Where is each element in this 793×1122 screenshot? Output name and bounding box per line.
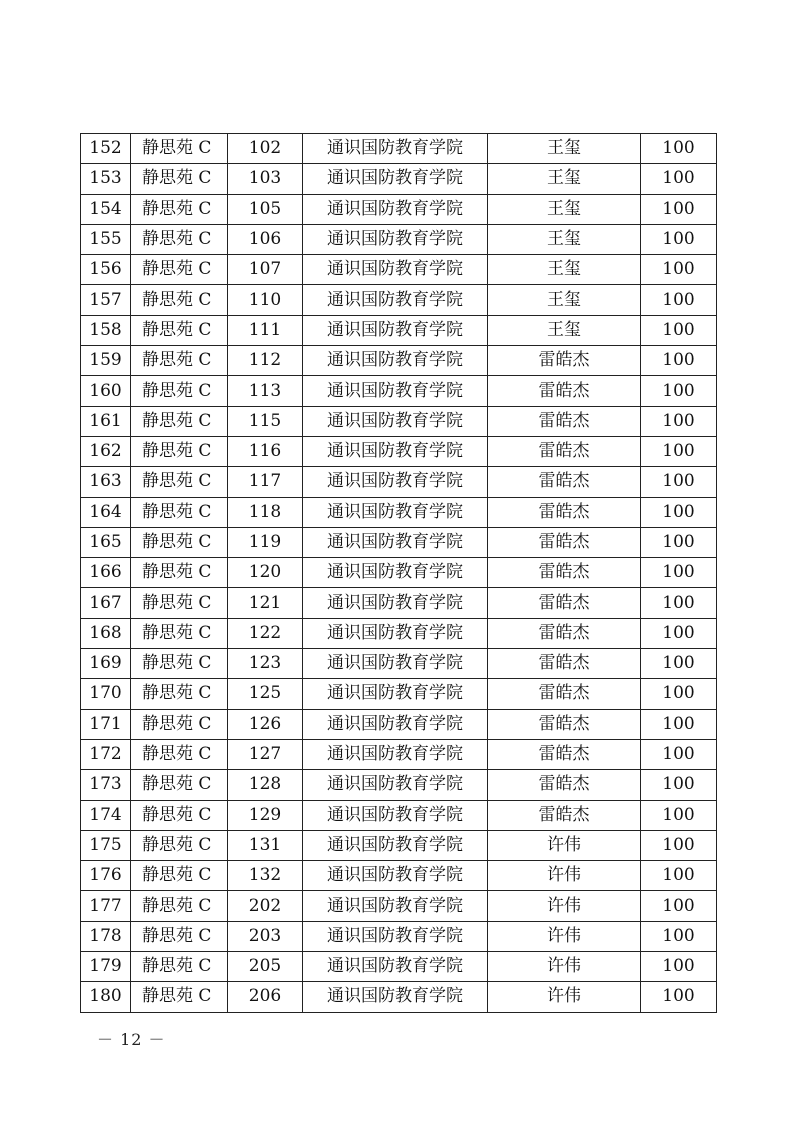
inspector-name-cell: 许伟 bbox=[488, 861, 641, 891]
table-row bbox=[81, 436, 717, 466]
serial-number-cell: 165 bbox=[81, 527, 131, 557]
table-row bbox=[81, 255, 717, 285]
serial-number-cell: 180 bbox=[81, 982, 131, 1012]
inspector-name-cell: 许伟 bbox=[488, 952, 641, 982]
building-cell: 静思苑 C bbox=[131, 527, 228, 557]
college-cell: 通识国防教育学院 bbox=[303, 315, 488, 345]
college-cell: 通识国防教育学院 bbox=[303, 376, 488, 406]
serial-number-cell: 167 bbox=[81, 588, 131, 618]
inspector-name-cell: 王玺 bbox=[488, 134, 641, 164]
college-cell: 通识国防教育学院 bbox=[303, 921, 488, 951]
college-cell: 通识国防教育学院 bbox=[303, 861, 488, 891]
building-cell: 静思苑 C bbox=[131, 830, 228, 860]
building-cell: 静思苑 C bbox=[131, 618, 228, 648]
inspector-name-cell: 王玺 bbox=[488, 224, 641, 254]
building-cell: 静思苑 C bbox=[131, 709, 228, 739]
score-cell: 100 bbox=[641, 830, 717, 860]
building-cell: 静思苑 C bbox=[131, 315, 228, 345]
room-number-cell: 123 bbox=[228, 649, 303, 679]
score-cell: 100 bbox=[641, 164, 717, 194]
inspector-name-cell: 许伟 bbox=[488, 891, 641, 921]
table-row bbox=[81, 618, 717, 648]
inspector-name-cell: 许伟 bbox=[488, 830, 641, 860]
building-cell: 静思苑 C bbox=[131, 376, 228, 406]
inspector-name-cell: 王玺 bbox=[488, 164, 641, 194]
score-cell: 100 bbox=[641, 739, 717, 769]
room-number-cell: 129 bbox=[228, 800, 303, 830]
table-row bbox=[81, 770, 717, 800]
building-cell: 静思苑 C bbox=[131, 285, 228, 315]
serial-number-cell: 164 bbox=[81, 497, 131, 527]
score-cell: 100 bbox=[641, 679, 717, 709]
table-row bbox=[81, 800, 717, 830]
serial-number-cell: 176 bbox=[81, 861, 131, 891]
room-number-cell: 110 bbox=[228, 285, 303, 315]
serial-number-cell: 157 bbox=[81, 285, 131, 315]
college-cell: 通识国防教育学院 bbox=[303, 830, 488, 860]
serial-number-cell: 170 bbox=[81, 679, 131, 709]
serial-number-cell: 177 bbox=[81, 891, 131, 921]
building-cell: 静思苑 C bbox=[131, 164, 228, 194]
inspector-name-cell: 雷皓杰 bbox=[488, 709, 641, 739]
serial-number-cell: 171 bbox=[81, 709, 131, 739]
score-cell: 100 bbox=[641, 588, 717, 618]
building-cell: 静思苑 C bbox=[131, 255, 228, 285]
building-cell: 静思苑 C bbox=[131, 952, 228, 982]
serial-number-cell: 161 bbox=[81, 406, 131, 436]
score-cell: 100 bbox=[641, 527, 717, 557]
college-cell: 通识国防教育学院 bbox=[303, 467, 488, 497]
score-cell: 100 bbox=[641, 497, 717, 527]
room-number-cell: 126 bbox=[228, 709, 303, 739]
inspector-name-cell: 雷皓杰 bbox=[488, 346, 641, 376]
college-cell: 通识国防教育学院 bbox=[303, 285, 488, 315]
room-number-cell: 127 bbox=[228, 739, 303, 769]
room-number-cell: 121 bbox=[228, 588, 303, 618]
score-cell: 100 bbox=[641, 982, 717, 1012]
inspector-name-cell: 雷皓杰 bbox=[488, 679, 641, 709]
score-cell: 100 bbox=[641, 618, 717, 648]
college-cell: 通识国防教育学院 bbox=[303, 891, 488, 921]
score-cell: 100 bbox=[641, 436, 717, 466]
building-cell: 静思苑 C bbox=[131, 406, 228, 436]
table-row bbox=[81, 224, 717, 254]
table-row bbox=[81, 830, 717, 860]
score-cell: 100 bbox=[641, 134, 717, 164]
college-cell: 通识国防教育学院 bbox=[303, 558, 488, 588]
inspector-name-cell: 雷皓杰 bbox=[488, 558, 641, 588]
table-row bbox=[81, 739, 717, 769]
college-cell: 通识国防教育学院 bbox=[303, 770, 488, 800]
room-number-cell: 131 bbox=[228, 830, 303, 860]
serial-number-cell: 169 bbox=[81, 649, 131, 679]
room-number-cell: 106 bbox=[228, 224, 303, 254]
table-row bbox=[81, 194, 717, 224]
room-number-cell: 102 bbox=[228, 134, 303, 164]
score-cell: 100 bbox=[641, 709, 717, 739]
score-cell: 100 bbox=[641, 346, 717, 376]
room-number-cell: 122 bbox=[228, 618, 303, 648]
serial-number-cell: 163 bbox=[81, 467, 131, 497]
inspector-name-cell: 王玺 bbox=[488, 315, 641, 345]
table-row bbox=[81, 709, 717, 739]
page-number: － 12 － bbox=[97, 1030, 166, 1049]
inspector-name-cell: 雷皓杰 bbox=[488, 618, 641, 648]
serial-number-cell: 152 bbox=[81, 134, 131, 164]
building-cell: 静思苑 C bbox=[131, 497, 228, 527]
college-cell: 通识国防教育学院 bbox=[303, 588, 488, 618]
room-number-cell: 206 bbox=[228, 982, 303, 1012]
score-cell: 100 bbox=[641, 467, 717, 497]
inspector-name-cell: 雷皓杰 bbox=[488, 527, 641, 557]
serial-number-cell: 174 bbox=[81, 800, 131, 830]
building-cell: 静思苑 C bbox=[131, 861, 228, 891]
inspector-name-cell: 王玺 bbox=[488, 194, 641, 224]
college-cell: 通识国防教育学院 bbox=[303, 952, 488, 982]
building-cell: 静思苑 C bbox=[131, 739, 228, 769]
room-number-cell: 205 bbox=[228, 952, 303, 982]
room-number-cell: 203 bbox=[228, 921, 303, 951]
college-cell: 通识国防教育学院 bbox=[303, 406, 488, 436]
table-row bbox=[81, 952, 717, 982]
inspector-name-cell: 雷皓杰 bbox=[488, 436, 641, 466]
serial-number-cell: 178 bbox=[81, 921, 131, 951]
serial-number-cell: 168 bbox=[81, 618, 131, 648]
serial-number-cell: 166 bbox=[81, 558, 131, 588]
building-cell: 静思苑 C bbox=[131, 588, 228, 618]
building-cell: 静思苑 C bbox=[131, 921, 228, 951]
room-number-cell: 132 bbox=[228, 861, 303, 891]
inspector-name-cell: 雷皓杰 bbox=[488, 588, 641, 618]
inspector-name-cell: 许伟 bbox=[488, 982, 641, 1012]
inspector-name-cell: 雷皓杰 bbox=[488, 376, 641, 406]
building-cell: 静思苑 C bbox=[131, 224, 228, 254]
inspector-name-cell: 王玺 bbox=[488, 285, 641, 315]
inspector-name-cell: 雷皓杰 bbox=[488, 467, 641, 497]
room-number-cell: 113 bbox=[228, 376, 303, 406]
serial-number-cell: 172 bbox=[81, 739, 131, 769]
dormitory-score-table-container bbox=[80, 133, 716, 1013]
college-cell: 通识国防教育学院 bbox=[303, 194, 488, 224]
building-cell: 静思苑 C bbox=[131, 436, 228, 466]
room-number-cell: 116 bbox=[228, 436, 303, 466]
table-row bbox=[81, 467, 717, 497]
score-cell: 100 bbox=[641, 315, 717, 345]
building-cell: 静思苑 C bbox=[131, 194, 228, 224]
inspector-name-cell: 雷皓杰 bbox=[488, 497, 641, 527]
room-number-cell: 112 bbox=[228, 346, 303, 376]
serial-number-cell: 160 bbox=[81, 376, 131, 406]
inspector-name-cell: 雷皓杰 bbox=[488, 739, 641, 769]
table-row bbox=[81, 527, 717, 557]
dormitory-score-table bbox=[80, 133, 717, 1013]
room-number-cell: 202 bbox=[228, 891, 303, 921]
table-row bbox=[81, 982, 717, 1012]
college-cell: 通识国防教育学院 bbox=[303, 436, 488, 466]
building-cell: 静思苑 C bbox=[131, 467, 228, 497]
college-cell: 通识国防教育学院 bbox=[303, 739, 488, 769]
score-cell: 100 bbox=[641, 558, 717, 588]
serial-number-cell: 173 bbox=[81, 770, 131, 800]
college-cell: 通识国防教育学院 bbox=[303, 982, 488, 1012]
room-number-cell: 120 bbox=[228, 558, 303, 588]
serial-number-cell: 175 bbox=[81, 830, 131, 860]
score-cell: 100 bbox=[641, 406, 717, 436]
college-cell: 通识国防教育学院 bbox=[303, 497, 488, 527]
building-cell: 静思苑 C bbox=[131, 134, 228, 164]
score-cell: 100 bbox=[641, 770, 717, 800]
table-row bbox=[81, 134, 717, 164]
college-cell: 通识国防教育学院 bbox=[303, 527, 488, 557]
college-cell: 通识国防教育学院 bbox=[303, 164, 488, 194]
table-row bbox=[81, 861, 717, 891]
score-cell: 100 bbox=[641, 285, 717, 315]
college-cell: 通识国防教育学院 bbox=[303, 679, 488, 709]
score-cell: 100 bbox=[641, 921, 717, 951]
table-row bbox=[81, 679, 717, 709]
inspector-name-cell: 王玺 bbox=[488, 255, 641, 285]
serial-number-cell: 155 bbox=[81, 224, 131, 254]
score-cell: 100 bbox=[641, 255, 717, 285]
table-row bbox=[81, 891, 717, 921]
table-row bbox=[81, 346, 717, 376]
serial-number-cell: 154 bbox=[81, 194, 131, 224]
building-cell: 静思苑 C bbox=[131, 558, 228, 588]
score-cell: 100 bbox=[641, 891, 717, 921]
inspector-name-cell: 雷皓杰 bbox=[488, 406, 641, 436]
inspector-name-cell: 雷皓杰 bbox=[488, 800, 641, 830]
room-number-cell: 107 bbox=[228, 255, 303, 285]
table-row bbox=[81, 649, 717, 679]
score-cell: 100 bbox=[641, 861, 717, 891]
inspector-name-cell: 许伟 bbox=[488, 921, 641, 951]
score-cell: 100 bbox=[641, 224, 717, 254]
building-cell: 静思苑 C bbox=[131, 800, 228, 830]
building-cell: 静思苑 C bbox=[131, 649, 228, 679]
score-cell: 100 bbox=[641, 800, 717, 830]
table-body bbox=[81, 134, 717, 1013]
serial-number-cell: 159 bbox=[81, 346, 131, 376]
college-cell: 通识国防教育学院 bbox=[303, 618, 488, 648]
college-cell: 通识国防教育学院 bbox=[303, 649, 488, 679]
table-row bbox=[81, 164, 717, 194]
room-number-cell: 115 bbox=[228, 406, 303, 436]
score-cell: 100 bbox=[641, 649, 717, 679]
score-cell: 100 bbox=[641, 194, 717, 224]
table-row bbox=[81, 497, 717, 527]
serial-number-cell: 158 bbox=[81, 315, 131, 345]
table-row bbox=[81, 315, 717, 345]
serial-number-cell: 153 bbox=[81, 164, 131, 194]
room-number-cell: 105 bbox=[228, 194, 303, 224]
table-row bbox=[81, 921, 717, 951]
college-cell: 通识国防教育学院 bbox=[303, 346, 488, 376]
room-number-cell: 103 bbox=[228, 164, 303, 194]
serial-number-cell: 179 bbox=[81, 952, 131, 982]
room-number-cell: 111 bbox=[228, 315, 303, 345]
inspector-name-cell: 雷皓杰 bbox=[488, 649, 641, 679]
building-cell: 静思苑 C bbox=[131, 679, 228, 709]
table-row bbox=[81, 376, 717, 406]
college-cell: 通识国防教育学院 bbox=[303, 800, 488, 830]
serial-number-cell: 162 bbox=[81, 436, 131, 466]
room-number-cell: 117 bbox=[228, 467, 303, 497]
college-cell: 通识国防教育学院 bbox=[303, 255, 488, 285]
room-number-cell: 119 bbox=[228, 527, 303, 557]
building-cell: 静思苑 C bbox=[131, 891, 228, 921]
college-cell: 通识国防教育学院 bbox=[303, 709, 488, 739]
serial-number-cell: 156 bbox=[81, 255, 131, 285]
score-cell: 100 bbox=[641, 376, 717, 406]
table-row bbox=[81, 406, 717, 436]
table-row bbox=[81, 558, 717, 588]
room-number-cell: 128 bbox=[228, 770, 303, 800]
building-cell: 静思苑 C bbox=[131, 982, 228, 1012]
table-row bbox=[81, 285, 717, 315]
inspector-name-cell: 雷皓杰 bbox=[488, 770, 641, 800]
building-cell: 静思苑 C bbox=[131, 346, 228, 376]
building-cell: 静思苑 C bbox=[131, 770, 228, 800]
room-number-cell: 125 bbox=[228, 679, 303, 709]
table-row bbox=[81, 588, 717, 618]
score-cell: 100 bbox=[641, 952, 717, 982]
college-cell: 通识国防教育学院 bbox=[303, 224, 488, 254]
college-cell: 通识国防教育学院 bbox=[303, 134, 488, 164]
room-number-cell: 118 bbox=[228, 497, 303, 527]
